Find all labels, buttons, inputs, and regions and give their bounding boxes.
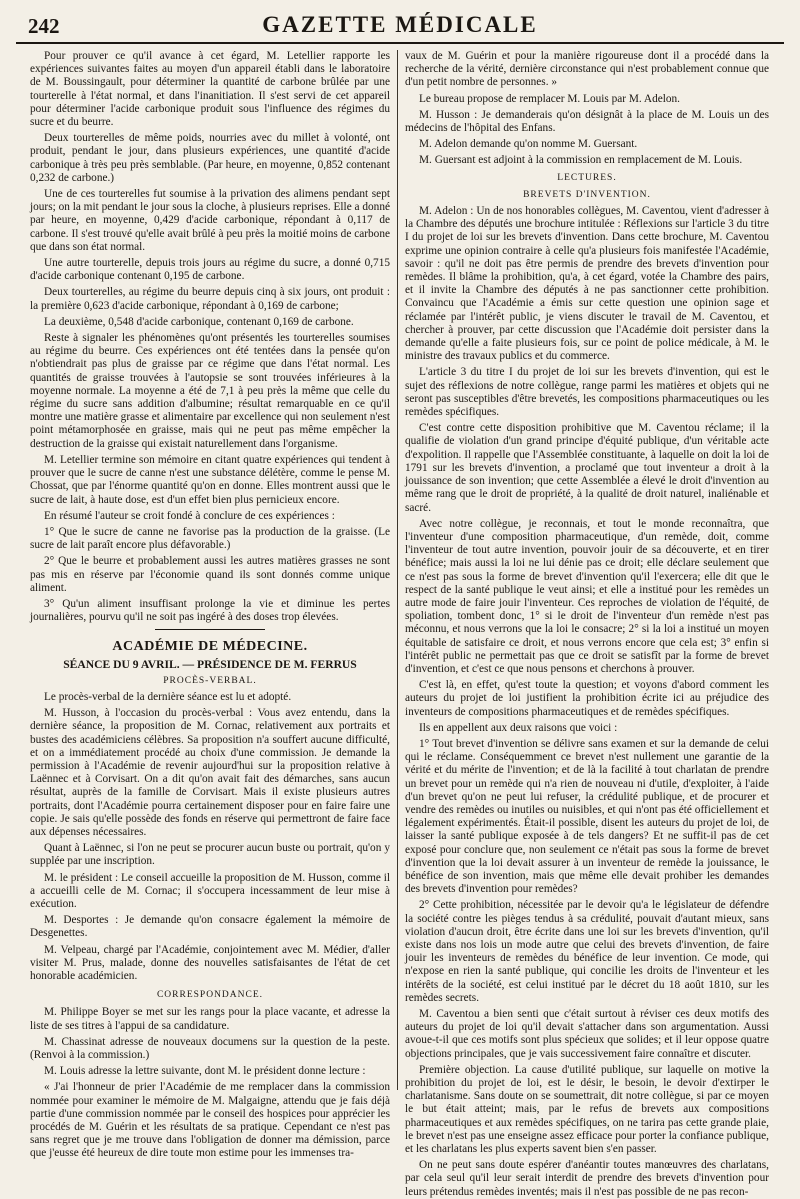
academie-heading: ACADÉMIE DE MÉDECINE. — [112, 639, 308, 655]
paragraph: 2° Cette prohibition, nécessitée par le devoir qu'a le législateur de défendre la société contre les pièges tendus à sa crédulité, pouvait d'autant mieux, sans violation d'aucun droit, être écrite dans une loi sur les brevets d'invention, qu'il existe dans nos lois un mode autre que celui des brevets d'invention, de faire jouir les inventeurs de remèdes du bénéfice de leur invention. Ce mode, qui n'expose en rien la santé publique, qui concilie les droits de l'inventeur et les intérêts de la société, est celui institué par le décret du 18 août 1810, sur les remèdes secrets. — [405, 899, 769, 1004]
paragraph: Reste à signaler les phénomènes qu'ont présentés les tourterelles soumises au régime du beurre. Ces expériences ont été tentées dans la pensée qu'on n'obtiendrait pas plus de graisse par ce régime que dans l'état normal. Les quantités de graisse trouvées à l'autopsie se sont trouvées inférieures à la moyenne normale. La moyenne a été de 7,1 à peu près la même que celle du régime du sucre sans addition d'albumine; résultat remarquable en ce qu'il montre une matière grasse et alimentaire par excellence qui non seulement n'est point métamorphosée en graisse, mais qui ne peut pas même empêcher la destruction de la graisse qui existait naturellement dans l'organisme. — [30, 332, 390, 450]
paragraph: La deuxième, 0,548 d'acide carbonique, contenant 0,169 de carbone. — [44, 315, 354, 328]
proces-verbal-heading: PROCÈS-VERBAL. — [163, 675, 257, 686]
academie-text — [30, 691, 390, 983]
left-top-text — [30, 50, 390, 624]
brevets-text — [405, 205, 769, 1199]
paragraph: L'article 3 du titre I du projet de loi sur les brevets d'invention, qui est le sujet des réflexions de notre collègue, range parmi les matières et objets qui ne seront pas susceptibles d'être brevetés, les compositions pharmaceutiques ou les remèdes spécifiques. — [405, 366, 769, 419]
brevets-heading: BREVETS D'INVENTION. — [523, 189, 651, 200]
paragraph: M. Velpeau, chargé par l'Académie, conjointement avec M. Médier, d'aller visiter M. Prus, malade, donne des nouvelles satisfaisantes de l'état de cet honorable académicien. — [30, 943, 390, 982]
correspondance-heading: CORRESPONDANCE. — [156, 990, 264, 1001]
paragraph: M. Husson, à l'occasion du procès-verbal : Vous avez entendu, dans la dernière séance, la proposition de M. Cornac, relativement aux portraits et bustes des académiciens célèbres. Sa proposition n'a souffert aucune difficulté, et on a immédiatement procédé au choix d'une commission. Je demande la permission à l'Académie de revenir aujourd'hui sur la proposition relative à Laënnec et à Corvisart. On a dit qu'on avait fait des démarches, sans aucun résultat, auprès de la famille de Corvisart. Mais il existe plusieurs autres portraits, dont l'Académie pourra certainement disposer pour en faire faire une copie. Je sais qu'elle possède des fonds en réserve qui permettront de faire face aux dépenses nécessaires. — [30, 707, 390, 838]
paragraph: 1° Que le sucre de canne ne favorise pas la production de la graisse. (Le sucre de lait paraît encore plus défavorable.) — [30, 525, 390, 552]
paragraph: vaux de M. Guérin et pour la manière rigoureuse dont il a procédé dans la recherche de la vérité, dernière circonstance qui n'est probablement connue que d'un petit nombre de personnes. » — [405, 50, 769, 89]
seance-heading: SÉANCE DU 9 AVRIL. — PRÉSIDENCE DE M. FERRUS — [63, 657, 357, 671]
paragraph: Le procès-verbal de la dernière séance est lu et adopté. — [44, 690, 292, 703]
paragraph: « J'ai l'honneur de prier l'Académie de me remplacer dans la commission nommée pour examiner le mémoire de M. Malgaigne, attendu que je fais déjà partie d'une commission nommée par le conseil des hospices pour apprécier les procédés de M. Guérin et les résultats de sa pratique. Cependant ce n'est pas sans regret que je me trouve dans l'obligation de donner ma démission, parce que j'eusse été heureux de dire toute mon estime pour les immenses tra- — [30, 1081, 390, 1160]
paragraph: Deux tourterelles, au régime du beurre depuis cinq à six jours, ont produit : la première 0,623 d'acide carbonique, répondant à 0,169 de carbone; — [30, 286, 390, 312]
right-column — [405, 50, 769, 1198]
paragraph: En résumé l'auteur se croit fondé à conclure de ces expériences : — [44, 509, 335, 522]
paragraph: On ne peut sans doute espérer d'anéantir toutes manœuvres des charlatans, par cela seul qu'il leur serait interdit de prendre des brevets d'invention pour leurs prétendus remèdes inventés; mais il n'est pas possible de ne pas recon- — [405, 1159, 769, 1198]
journal-title: GAZETTE MÉDICALE — [262, 12, 538, 37]
paragraph: 2° Que le beurre et probablement aussi les autres matières grasses ne sont pas mis en réserve par l'économie quand ils sont donnés comme unique aliment. — [30, 555, 390, 594]
paragraph: M. Louis adresse la lettre suivante, dont M. le président donne lecture : — [44, 1065, 366, 1078]
right-top-text — [405, 50, 769, 168]
paragraph: C'est contre cette disposition prohibitive que M. Caventou réclame; il la qualifie de violation d'un grand principe d'équité publique, d'un véritable acte d'expolition. Il rappelle que l'Assemblée constituante, à laquelle on doit la loi de 1791 sur les brevets d'invention, a proclamé que tout inventeur a droit à la jouissance de son invention; que cette Assemblée a élevé le droit d'invention au même rang que le droit de propriété, à la qualité de droit naturel, inaliénable et sacré. — [405, 422, 769, 514]
section-divider — [155, 629, 265, 630]
paragraph: Pour prouver ce qu'il avance à cet égard, M. Letellier rapporte les expériences suivantes faites au moyen d'un appareil établi dans le laboratoire de M. Boussingault, pour déterminer la quantité de carbone brûlée par une tourterelle à l'état normal, et dans l'inanitiation. Il s'est servi de cet appareil pour déterminer l'acide carbonique produit sous l'influence des régimes du sucre et du beurre. — [30, 50, 390, 129]
paragraph: 3° Qu'un aliment insuffisant prolonge la vie et diminue les pertes journalières, pourvu qu'il ne soit pas ingéré à des doses trop élevées. — [30, 597, 390, 624]
paragraph: Deux tourterelles de même poids, nourries avec du millet à volonté, ont produit, pendant le jour, dans plusieurs expériences, une quantité d'acide carbonique à très peu près semblable. (Par heure, en moyenne, 0,852 contenant 0,232 de carbone.) — [30, 132, 390, 184]
page-number: 242 — [28, 14, 60, 38]
paragraph: M. Adelon demande qu'on nomme M. Guersant. — [419, 138, 638, 151]
page-header — [16, 8, 784, 44]
paragraph: Quant à Laënnec, si l'on ne peut se procurer aucun buste ou portrait, qu'on y supplée par une inscription. — [30, 842, 390, 868]
column-rule — [397, 50, 398, 1090]
paragraph: Ils en appellent aux deux raisons que voici : — [419, 721, 618, 734]
paragraph: M. Chassinat adresse de nouveaux documens sur la question de la peste. (Renvoi à la commission.) — [30, 1035, 390, 1062]
paragraph: Le bureau propose de remplacer M. Louis par M. Adelon. — [419, 92, 681, 105]
paragraph: M. Caventou a bien senti que c'était surtout à réviser ces deux motifs des auteurs du projet de loi qu'il devait s'attacher dans son argumentation. Aussi avoue-t-il que ces motifs sont plus spécieux que solides; et il leur oppose quatre objections principales, que je vais successivement faire connaître et discuter. — [405, 1008, 769, 1060]
paragraph: Avec notre collègue, je reconnais, et tout le monde reconnaîtra, que l'inventeur d'une composition pharmaceutique, d'un remède, doit, comme l'inventeur de tout autre invention, pouvoir jouir de sa découverte, et en tirer bénéfice; mais aussi la loi ne lui dénie pas ce droit; elle déclare seulement que ce n'est pas sous la forme de brevet d'invention qu'il l'exercera; elle dit que le respect de la santé publique le veut ainsi; et elle a institué pour les remèdes un autre mode de faire jouir l'inventeur. Ces reproches de violation de l'équité, de spoliation, tombent donc, 1° si le droit de l'inventeur d'un remède n'est pas méconnu, et nous verrons que la loi le consacre; 2° si la loi a institué un moyen équitable de satisfaire ce droit, et nous verrons encore que cela est; 3° enfin si l'intérêt public ne permettait pas que ce droit se satisfît par la forme de brevet d'invention, et c'est ce que nous pensons et cherchons à prouver. — [405, 517, 769, 675]
paragraph: 1° Tout brevet d'invention se délivre sans examen et sur la demande de celui qui le réclame. Conséquemment ce brevet n'est nullement une garantie de la vérité et du mérite de l'invention; et de là la facilité à tout charlatan de prendre un brevet pour un remède qui n'a rien de nouveau ni d'utile, d'exploiter, à l'aide d'un brevet qu'on ne peut lui refuser, la crédulité publique, et de procurer et vendre des remèdes ou inutiles ou nuisibles, et qui n'ont pas été officiellement et légalement expérimentés. Était-il possible, disent les auteurs du projet de loi, de laisser la santé publique exposée à de tels dangers? Et ne suffit-il pas de cet exposé pour conclure que, non seulement ce n'était pas sous la forme de brevet d'invention que la loi devait assurer à un inventeur de remède la jouissance, le bénéfice de son invention, mais que même elle devait prohiber les demandes des brevets d'invention pour remèdes? — [405, 737, 769, 896]
paragraph: C'est là, en effet, qu'est toute la question; et voyons d'abord comment les auteurs du projet de loi justifient la prohibition écrite ici au préjudice des inventeurs de compositions pharmaceutiques et de remèdes spécifiques. — [405, 679, 769, 718]
lectures-heading: LECTURES. — [557, 172, 617, 183]
paragraph: M. Desportes : Je demande qu'on consacre également la mémoire de Desgenettes. — [30, 914, 390, 940]
paragraph: Première objection. La cause d'utilité publique, sur laquelle on motive la prohibition du projet de loi, est le désir, le besoin, le devoir d'extirper le charlatanisme. Sans doute on se soumettrait, dit notre collègue, si par ce moyen le but était atteint; mais, par le refus de brevets aux compositions pharmaceutiques et aux remèdes spécifiques, on ne tarira pas cette grande plaie, le brevet n'est pas une enseigne assez efficace pour porter la confiance publique, et les charlatans les plus experts savent bien s'en passer. — [405, 1063, 769, 1156]
paragraph: M. Letellier termine son mémoire en citant quatre expériences qui tendent à prouver que le sucre de canne n'est une substance délétère, comme le pense M. Chossat, que par l'énorme quantité qu'on en donne. Elles montrent aussi que le sucre de lait, à haute dose, est d'un effet bien plus pernicieux encore. — [30, 453, 390, 506]
paragraph: M. Adelon : Un de nos honorables collègues, M. Caventou, vient d'adresser à la Chambre des députés une brochure intitulée : Réflexions sur l'article 3 du titre I du projet de loi sur les brevets d'invention. Dans cette brochure, M. Caventou exprime une opinion contraire à celle qu'a plusieurs fois manifestée l'Académie, savoir : qu'il ne doit pas être permis de prendre des brevets d'invention pour remèdes. Il blâme la prohibition, qu'a, à cet égard, votée la Chambre des pairs, et il invite la Chambre des députés à ne pas sanctionner cette prohibition. Convaincu que l'Académie a émis sur cette question une opinion sage et réclamée par l'intérêt public, je viens discuter le travail de M. Caventou, et chercher à prouver, par cette discussion que l'Académie doit persister dans la demande qu'elle a faite plusieurs fois, sur ce point de police médicale, à M. le ministre des travaux publics et du commerce. — [405, 205, 769, 363]
paragraph: M. Philippe Boyer se met sur les rangs pour la place vacante, et adresse la liste de ses titres à l'appui de sa candidature. — [30, 1006, 390, 1032]
paragraph: M. Husson : Je demanderais qu'on désignât à la place de M. Louis un des médecins de l'hôpital des Enfans. — [405, 108, 769, 135]
correspondance-text — [30, 1006, 390, 1160]
paragraph: M. Guersant est adjoint à la commission en remplacement de M. Louis. — [419, 154, 743, 167]
left-column — [30, 50, 390, 1160]
paragraph: M. le président : Le conseil accueille la proposition de M. Husson, comme il a accueilli celle de M. Cornac; il s'occupera incessamment de leur mise à exécution. — [30, 871, 390, 910]
paragraph: Une de ces tourterelles fut soumise à la privation des alimens pendant sept jours; on la mit pendant le jour sous la cloche, à plusieurs reprises. Elle a donné par heure, en moyenne, 0,429 d'acide carbonique, répondant à 0,117 de carbone. Il s'est trouvé qu'elle avait brûlé à peu près la moitié moins de carbone que dans son état normal. — [30, 188, 390, 253]
paragraph: Une autre tourterelle, depuis trois jours au régime du sucre, a donné 0,715 d'acide carbonique contenant 0,195 de carbone. — [30, 257, 390, 283]
